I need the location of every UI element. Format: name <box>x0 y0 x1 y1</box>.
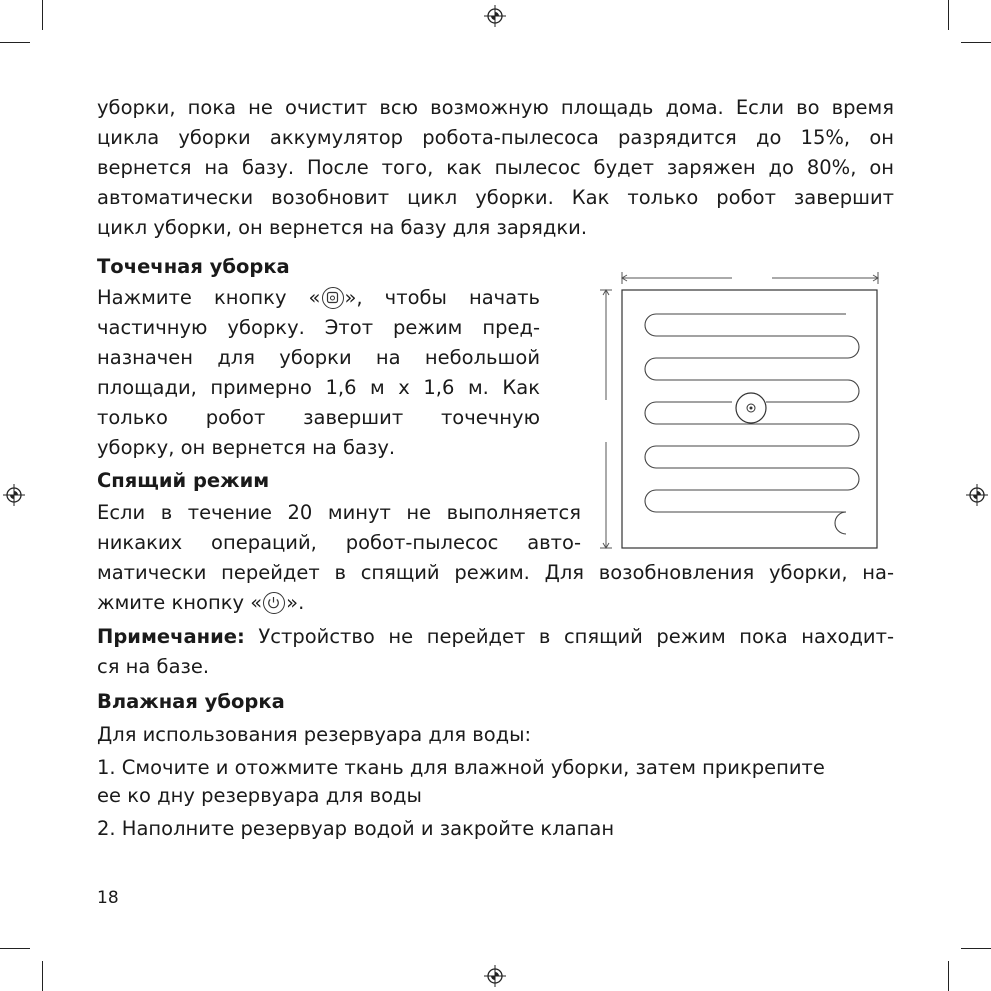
section-title-spot: Точечная уборка <box>97 255 290 278</box>
sleep-line: матически перейдет в спящий режим. Для возобновления уборки, на- <box>97 561 894 584</box>
intro-line: цикла уборки аккумулятор робота-пылесоса разрядится до 15%, он <box>97 126 894 149</box>
registration-mark-icon <box>3 484 25 506</box>
intro-line: уборки, пока не очистит всю возможную площадь дома. Если во время <box>97 96 894 119</box>
intro-line: автоматически возобновит цикл уборки. Как только робот завершит <box>97 186 894 209</box>
spot-line: Нажмите кнопку « », чтобы начать <box>97 286 540 309</box>
crop-mark <box>948 0 949 30</box>
wet-line: 1. Смочите и отожмите ткань для влажной уборки, затем прикрепите <box>97 756 825 779</box>
spot-line: частичную уборку. Этот режим пред- <box>97 316 540 339</box>
spot-line: назначен для уборки на небольшой <box>97 346 540 369</box>
spot-line: уборку, он вернется на базу. <box>97 436 396 459</box>
section-title-sleep: Спящий режим <box>97 469 270 492</box>
crop-mark <box>0 42 30 43</box>
crop-mark <box>42 961 43 991</box>
registration-mark-icon <box>966 484 988 506</box>
crop-mark <box>961 42 991 43</box>
sleep-line: никаких операций, робот-пылесос авто- <box>97 531 581 554</box>
wet-line: ее ко дну резервуара для воды <box>97 784 422 807</box>
spot-line: площади, примерно 1,6 м х 1,6 м. Как <box>97 376 540 399</box>
sleep-line: Если в течение 20 минут не выполняется <box>97 501 581 524</box>
intro-line: вернется на базу. После того, как пылесос будет заряжен до 80%, он <box>97 156 894 179</box>
spot-line: только робот завершит точечную <box>97 406 540 429</box>
wet-line: Для использования резервуара для воды: <box>97 723 532 746</box>
note-line: ся на базе. <box>97 655 210 678</box>
section-title-wet: Влажная уборка <box>97 690 285 713</box>
intro-line: цикл уборки, он вернется на базу для зарядки. <box>97 216 588 239</box>
note-label: Примечание: <box>97 625 245 648</box>
crop-mark <box>42 0 43 30</box>
crop-mark <box>948 961 949 991</box>
page-number: 18 <box>97 888 119 908</box>
spot-clean-icon <box>322 287 344 309</box>
crop-mark <box>0 948 30 949</box>
sleep-line: жмите кнопку « ». <box>97 591 305 614</box>
crop-mark <box>961 948 991 949</box>
wet-line: 2. Наполните резервуар водой и закройте клапан <box>97 817 615 840</box>
spot-clean-diagram <box>596 268 886 553</box>
note-line: Примечание: Устройство не перейдет в спящий режим пока находит- <box>97 625 894 648</box>
power-icon <box>263 592 285 614</box>
registration-mark-icon <box>484 965 506 987</box>
registration-mark-icon <box>484 5 506 27</box>
